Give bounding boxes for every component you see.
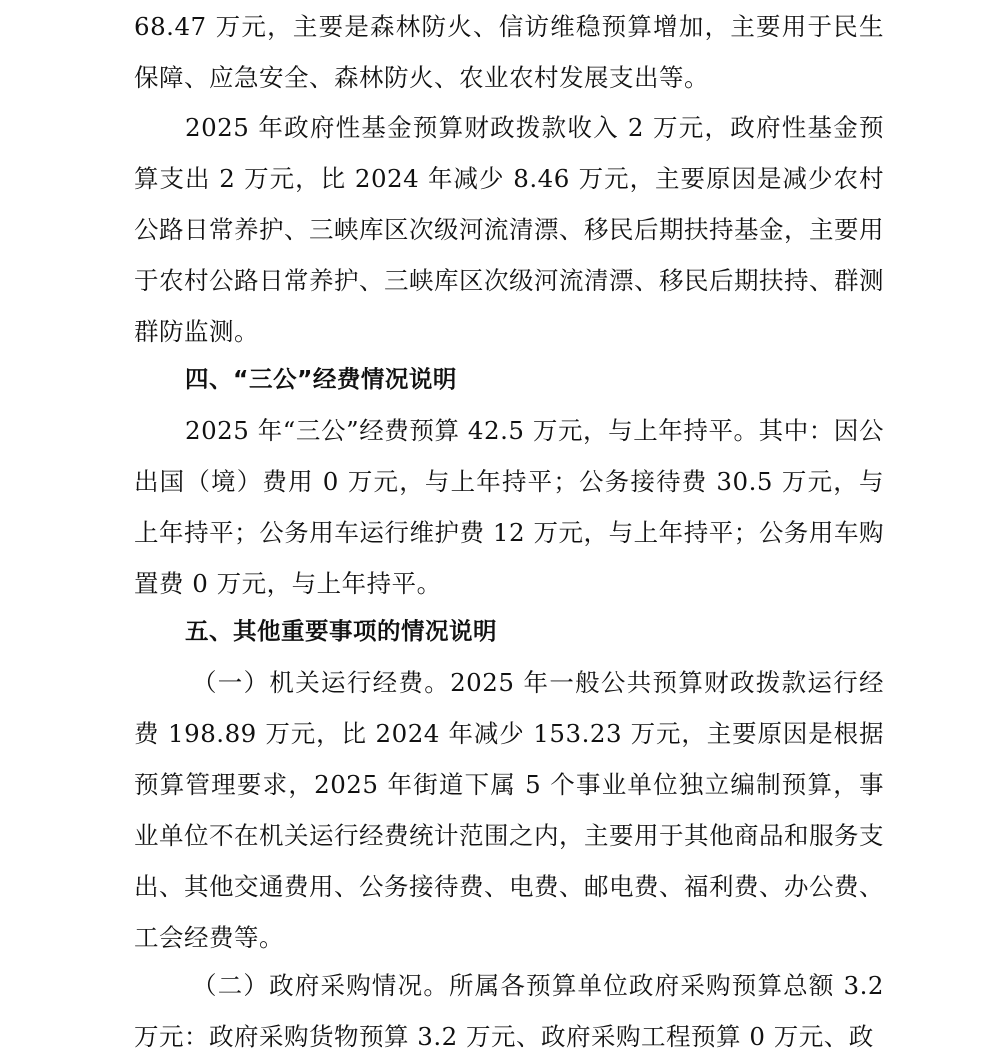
- paragraph-government-procurement: （二）政府采购情况。所属各预算单位政府采购预算总额 3.2 万元：政府采购货物预算 3.2 万元、政府采购工程预算 0 万元、政: [134, 971, 884, 1051]
- section-heading-three-public-expenses: 四、“三公”经费情况说明: [185, 365, 457, 393]
- paragraph-agency-operating-funds: （一）机关运行经费。2025 年一般公共预算财政拨款运行经费 198.89 万元，比 2024 年减少 153.23 万元，主要原因是根据预算管理要求，2025 年街道下属 5 个事业单位独立编制预算，事业单位不在机关运行经费统计范围之内，主要用于其他商品和服务支出、其他交通费用、公务接待费、电费、邮电费、福利费、办公费、工会经费等。: [134, 668, 884, 952]
- paragraph-continuation-text: 68.47 万元，主要是森林防火、信访维稳预算增加，主要用于民生保障、应急安全、森林防火、农业农村发展支出等。: [134, 12, 884, 92]
- paragraph-government-fund-budget: 2025 年政府性基金预算财政拨款收入 2 万元，政府性基金预算支出 2 万元，比 2024 年减少 8.46 万元，主要原因是减少农村公路日常养护、三峡库区次级河流清漂、移民后期扶持基金，主要用于农村公路日常养护、三峡库区次级河流清漂、移民后期扶持、群测群防监测。: [134, 113, 884, 346]
- paragraph-three-public-expenses: 2025 年“三公”经费预算 42.5 万元，与上年持平。其中：因公出国（境）费用 0 万元，与上年持平；公务接待费 30.5 万元，与上年持平；公务用车运行维护费 12 万元，与上年持平；公务用车购置费 0 万元，与上年持平。: [134, 416, 884, 598]
- section-heading-other-matters: 五、其他重要事项的情况说明: [185, 617, 497, 645]
